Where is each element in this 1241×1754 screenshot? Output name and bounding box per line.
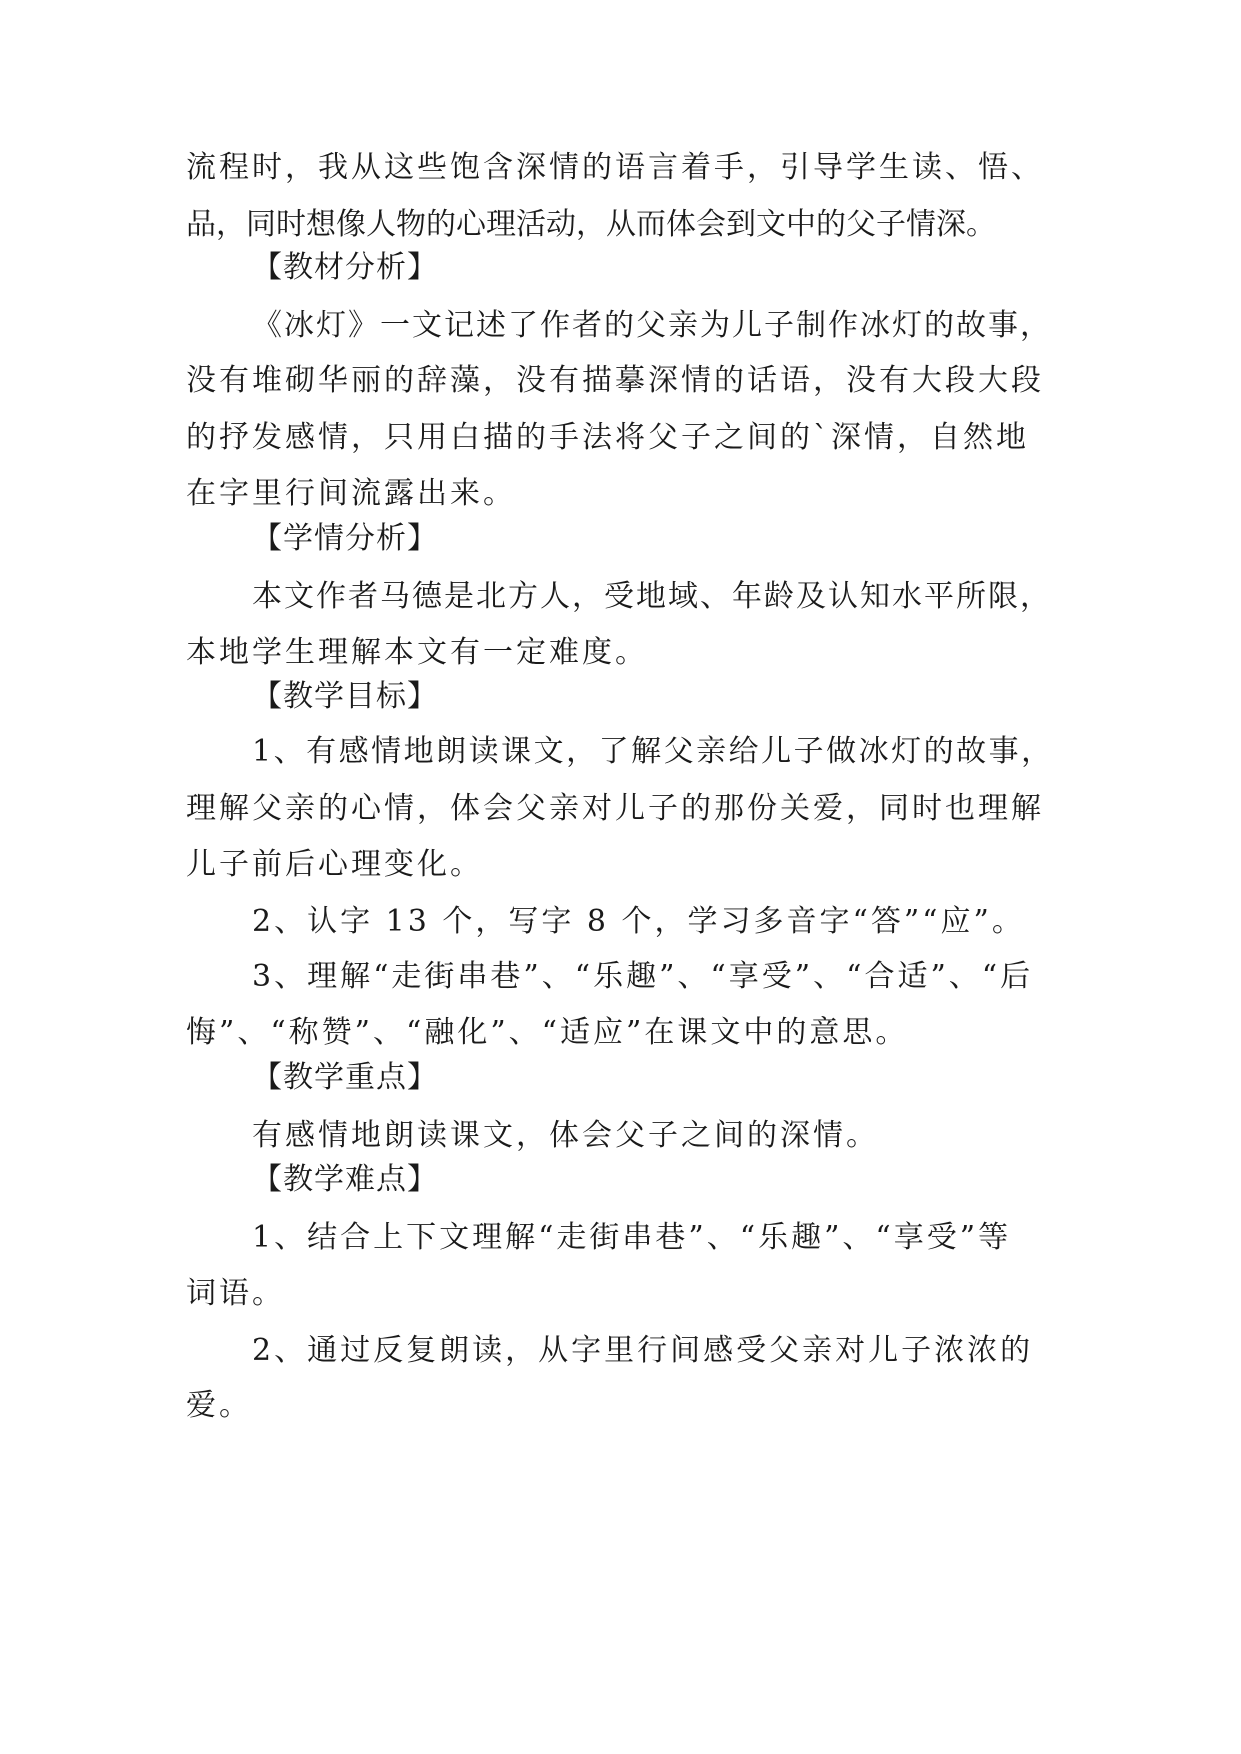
section-heading-difficulties: 【教学难点】 xyxy=(252,1162,438,1197)
paragraph-line: 流程时，我从这些饱含深情的语言着手，引导学生读、悟、 xyxy=(186,150,1044,185)
paragraph-line: 本地学生理解本文有一定难度。 xyxy=(186,635,648,670)
paragraph-line: 有感情地朗读课文，体会父子之间的深情。 xyxy=(252,1118,879,1153)
paragraph-line: 儿子前后心理变化。 xyxy=(186,847,483,882)
section-heading-key-points: 【教学重点】 xyxy=(252,1060,438,1095)
paragraph-line: 词语。 xyxy=(186,1276,285,1311)
paragraph-line: 悔”、“称赞”、“融化”、“适应”在课文中的意思。 xyxy=(186,1015,909,1050)
paragraph-line: 3、理解“走街串巷”、“乐趣”、“享受”、“合适”、“后 xyxy=(252,959,1034,994)
paragraph-line: 2、通过反复朗读，从字里行间感受父亲对儿子浓浓的 xyxy=(252,1333,1034,1368)
paragraph-line: 本文作者马德是北方人，受地域、年龄及认知水平所限， xyxy=(252,579,1052,614)
section-heading-student-analysis: 【学情分析】 xyxy=(252,521,438,556)
paragraph-line: 1、有感情地朗读课文，了解父亲给儿子做冰灯的故事， xyxy=(252,734,1054,769)
paragraph-line: 2、认字 13 个，写字 8 个，学习多音字“答”“应”。 xyxy=(252,904,1025,939)
paragraph-line: 爱。 xyxy=(186,1388,252,1423)
paragraph-line: 1、结合上下文理解“走街串巷”、“乐趣”、“享受”等 xyxy=(252,1220,1012,1255)
paragraph-line: 没有堆砌华丽的辞藻，没有描摹深情的话语，没有大段大段 xyxy=(186,363,1044,398)
paragraph-line: 《冰灯》一文记述了作者的父亲为儿子制作冰灯的故事， xyxy=(252,308,1052,343)
section-heading-textbook-analysis: 【教材分析】 xyxy=(252,250,438,285)
paragraph-line: 的抒发感情，只用白描的手法将父子之间的`深情，自然地 xyxy=(186,420,1029,455)
section-heading-teaching-goals: 【教学目标】 xyxy=(252,679,438,714)
paragraph-line: 在字里行间流露出来。 xyxy=(186,476,516,511)
paragraph-line: 理解父亲的心情，体会父亲对儿子的那份关爱，同时也理解 xyxy=(186,791,1044,826)
paragraph-line: 品，同时想像人物的心理活动，从而体会到文中的父子情深。 xyxy=(186,207,996,242)
